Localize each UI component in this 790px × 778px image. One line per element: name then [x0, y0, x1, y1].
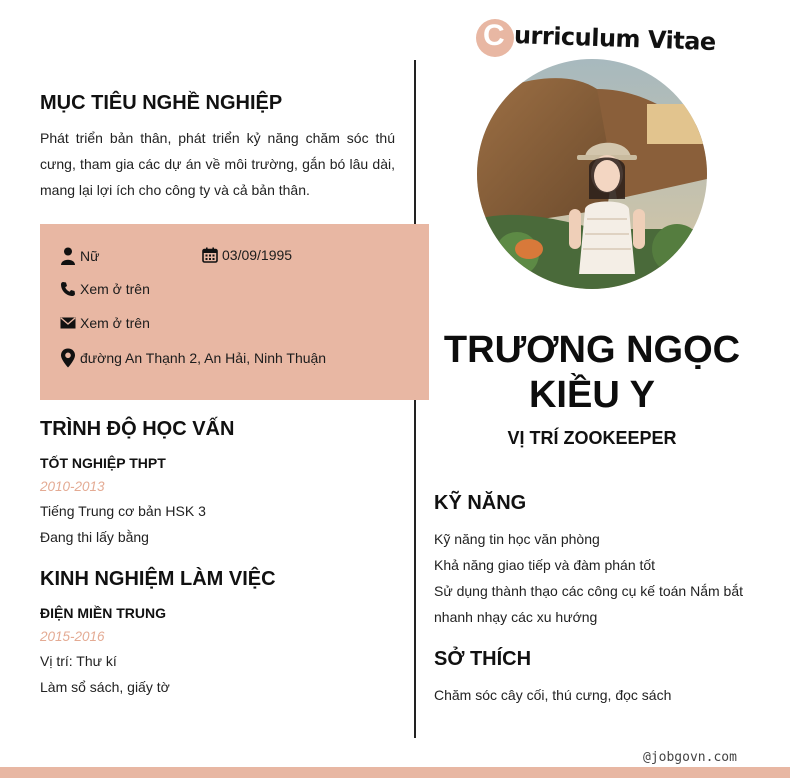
- candidate-role: VỊ TRÍ ZOOKEEPER: [507, 428, 677, 448]
- gender-value: Nữ: [80, 248, 100, 264]
- skill-item: Kỹ năng tin học văn phòng: [434, 531, 600, 547]
- footer-bar: [0, 767, 790, 778]
- phone-row: [60, 281, 150, 297]
- address-row: [60, 348, 326, 368]
- birthdate-row: [202, 247, 292, 263]
- experience-heading: KINH NGHIỆM LÀM VIỆC: [40, 568, 276, 590]
- skill-item: Sử dụng thành thạo các công cụ kế toán Nắm bắt: [434, 583, 744, 599]
- hobbies-text: Chăm sóc cây cối, thú cưng, đọc sách: [434, 687, 672, 703]
- skill-item: Khả năng giao tiếp và đàm phán tốt: [434, 557, 656, 573]
- education-heading: TRÌNH ĐỘ HỌC VẤN: [40, 418, 235, 440]
- name-line-1: TRƯƠNG NGỌC: [443, 329, 741, 371]
- profile-photo-image: [477, 59, 707, 289]
- location-pin-icon: [60, 348, 76, 368]
- user-icon: [60, 247, 76, 265]
- skills-heading: KỸ NĂNG: [434, 492, 527, 514]
- objective-heading: MỤC TIÊU NGHỀ NGHIỆP: [40, 92, 283, 114]
- objective-text: Phát triển bản thân, phát triển kỷ năng chăm sóc thú cưng, tham gia các dự án về môi trường, gắn bó lâu dài, mang lại lợi ích cho công ty và cả bản thân.: [40, 130, 395, 198]
- email-row: [60, 315, 150, 331]
- logo-text: urriculum Vitae: [513, 21, 717, 57]
- name-line-2: KIỀU Y: [528, 374, 655, 416]
- gender-row: [60, 247, 99, 265]
- education-line: Đang thi lấy bằng: [40, 529, 149, 545]
- email-value: Xem ở trên: [80, 315, 150, 331]
- profile-photo: [477, 59, 707, 289]
- contact-info-box: [40, 224, 429, 400]
- address-value: đường An Thạnh 2, An Hải, Ninh Thuận: [80, 350, 327, 366]
- calendar-icon: [202, 247, 218, 263]
- phone-value: Xem ở trên: [80, 281, 150, 297]
- experience-line: Vị trí: Thư kí: [40, 653, 117, 669]
- education-period: 2010-2013: [40, 479, 105, 494]
- candidate-name: [434, 328, 750, 418]
- skill-item: nhanh nhạy các xu hướng: [434, 609, 598, 625]
- experience-period: 2015-2016: [40, 629, 105, 644]
- education-title: TỐT NGHIỆP THPT: [40, 455, 166, 471]
- experience-line: Làm sổ sách, giấy tờ: [40, 679, 170, 695]
- phone-icon: [60, 281, 76, 297]
- watermark-text: @jobgovn.com: [643, 750, 737, 765]
- cv-logo: [476, 18, 716, 60]
- hobbies-heading: SỞ THÍCH: [434, 648, 532, 670]
- experience-title: ĐIỆN MIỀN TRUNG: [40, 605, 166, 621]
- education-line: Tiếng Trung cơ bản HSK 3: [40, 503, 206, 519]
- logo-letter: C: [483, 19, 505, 52]
- mail-icon: [60, 317, 76, 329]
- birthdate-value: 03/09/1995: [222, 247, 293, 263]
